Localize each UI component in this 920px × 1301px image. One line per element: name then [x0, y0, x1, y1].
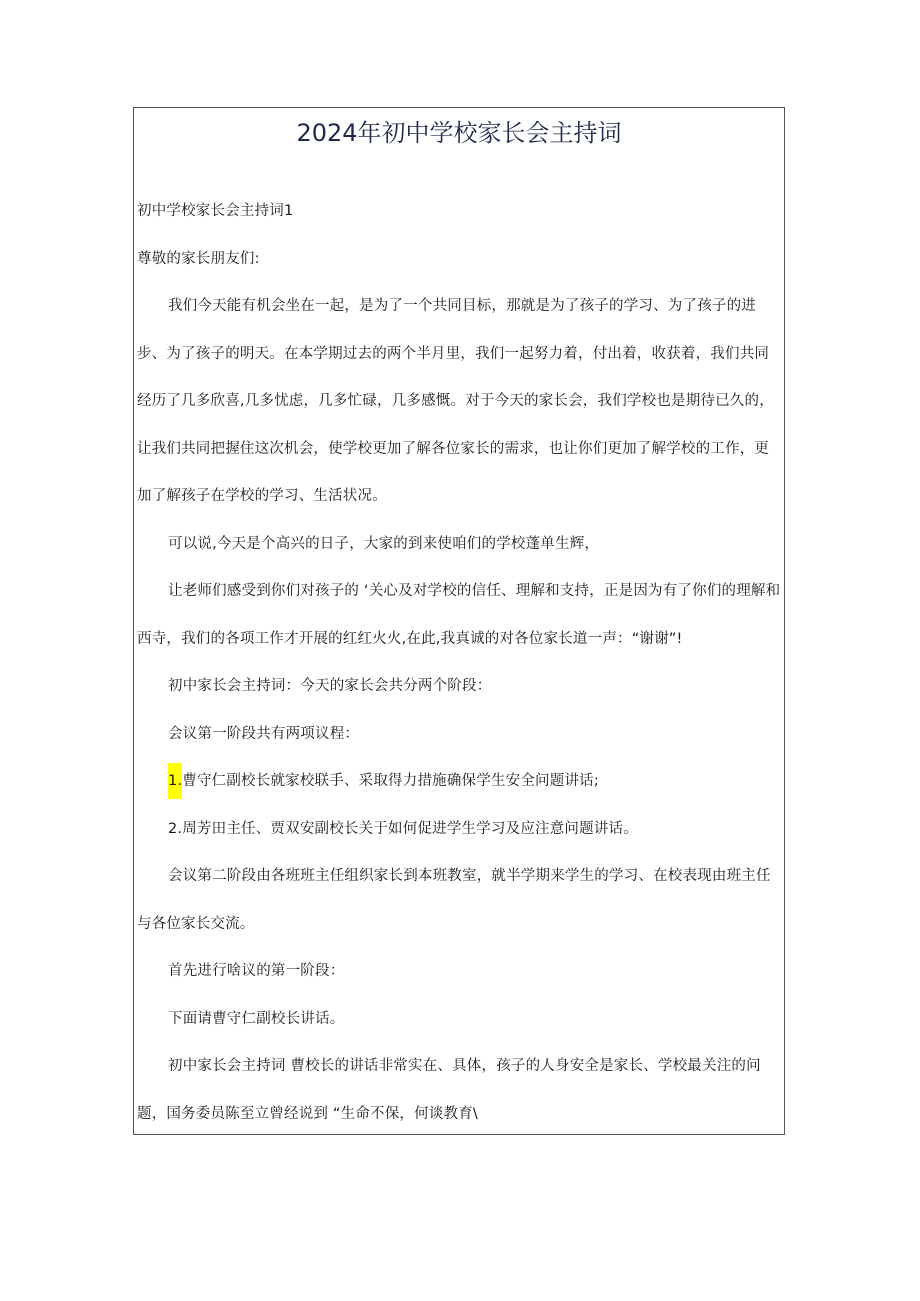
agenda-item-2: 2.周芳田主任、贾双安副校长关于如何促进学生学习及应注意问题讲话。	[168, 820, 638, 837]
paragraph-intro: 我们今天能有机会坐在一起，是为了一个共同目标，那就是为了孩子的学习、为了孩子的进步、为了孩子的明天。在本学期过去的两个半月里，我们一起努力着，付出着，收获着，我们共同经历了几多欣喜,几多忧虑，几多忙碌，几多感慨。对于今天的家长会，我们学校也是期待已久的，让我们共同把握住这次机会，使学校更加了解各位家长的需求，也让你们更加了解学校的工作，更加了解孩子在学校的学习、生活状况。	[137, 298, 774, 504]
paragraph-begin: 首先进行啥议的第一阶段：	[168, 963, 345, 979]
agenda-item-1	[137, 758, 783, 806]
agenda-item-1-text: 曹守仁副校长就家校联手、采取得力措施确保学生安全问题讲话;	[182, 773, 599, 789]
agenda-item-1-number: 1.	[168, 763, 182, 799]
paragraph-first-stage: 会议第一阶段共有两项议程：	[168, 725, 360, 742]
document-page	[133, 107, 785, 1135]
document-title: 2024年初中学校家长会主持词	[296, 119, 622, 147]
document-body	[137, 188, 783, 1135]
paragraph-safety: 初中家长会主持词 曹校长的讲话非常实在、具体，孩子的人身安全是家长、学校最关注的问题，国务委员陈至立曾经说到 “生命不保，何谈教育\	[137, 1058, 761, 1122]
greeting: 尊敬的家长朋友们:	[137, 250, 260, 267]
paragraph-second-stage: 会议第二阶段由各班班主任组织家长到本班教室，就半学期来学生的学习、在校表现由班主任与各位家长交流。	[137, 868, 771, 932]
paragraph-invite-speech: 下面请曹守仁副校长讲话。	[168, 1010, 345, 1027]
paragraph-happy-day: 可以说,今天是个高兴的日子，大家的到来使咱们的学校蓬单生辉，	[168, 535, 600, 552]
paragraph-stages: 初中家长会主持词：今天的家长会共分两个阶段：	[168, 678, 492, 694]
paragraph-thanks: 让老师们感受到你们对孩子的 ‘关心及对学校的信任、理解和支持，正是因为有了你们的理解和西寺，我们的各项工作才开展的红红火火,在此,我真诚的对各位家长道一声：“谢谢”!	[137, 583, 781, 647]
section-heading: 初中学校家长会主持词1	[137, 203, 294, 219]
